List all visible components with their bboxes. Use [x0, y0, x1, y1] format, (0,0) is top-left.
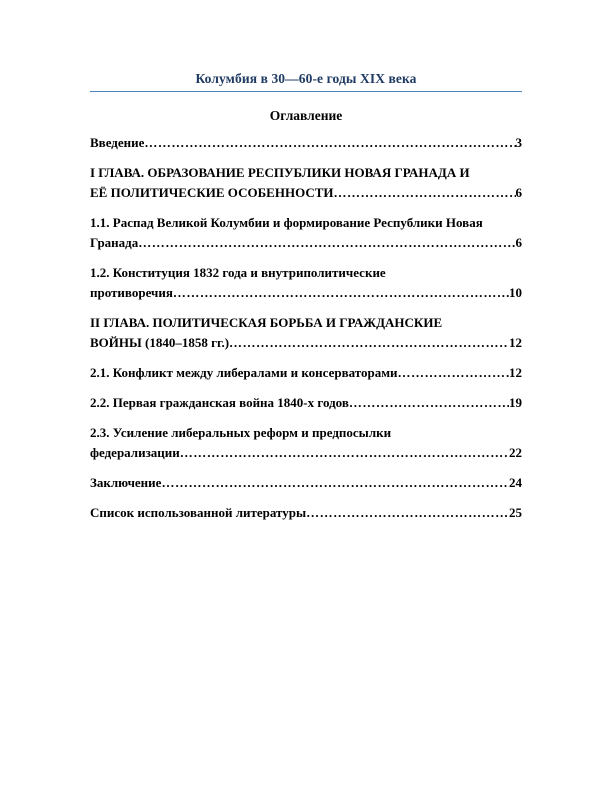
- toc-entry-title-line-1: II ГЛАВА. ПОЛИТИЧЕСКАЯ БОРЬБА И ГРАЖДАНСКИЕ: [90, 315, 443, 330]
- dot-leader: [161, 473, 509, 493]
- toc-entry-section-2-2[interactable]: [90, 393, 522, 413]
- toc-entry-title: 2.1. Конфликт между либералами и консерваторами: [90, 365, 398, 380]
- toc-entry-title-line-2: противоречия: [90, 285, 173, 300]
- toc-entry-section-1-2[interactable]: [90, 263, 522, 303]
- running-title: Колумбия в 30—60-е годы XIX века: [195, 71, 417, 86]
- toc-entry-title: Заключение: [90, 475, 162, 490]
- toc-entry-title-line-1: I ГЛАВА. ОБРАЗОВАНИЕ РЕСПУБЛИКИ НОВАЯ ГРАНАДА И: [90, 165, 470, 180]
- table-of-contents: [90, 133, 522, 533]
- dot-leader: [334, 183, 516, 203]
- toc-entry-page: 12: [509, 365, 522, 380]
- toc-entry-title: 2.2. Первая гражданская война 1840-х годов: [90, 395, 349, 410]
- toc-entry-title-line-2: Гранада: [90, 235, 139, 250]
- toc-entry-title-line-2: ЕЁ ПОЛИТИЧЕСКИЕ ОСОБЕННОСТИ: [90, 185, 334, 200]
- toc-entry-title-line-1: 1.2. Конституция 1832 года и внутриполитические: [90, 265, 386, 280]
- toc-entry-section-1-1[interactable]: [90, 213, 522, 253]
- toc-entry-page: 25: [509, 505, 522, 520]
- toc-entry-page: 19: [509, 395, 522, 410]
- dot-leader: [138, 233, 515, 253]
- toc-entry-bibliography[interactable]: [90, 503, 522, 523]
- dot-leader: [173, 283, 509, 303]
- toc-entry-title: Список использованной литературы: [90, 505, 307, 520]
- toc-entry-page: 6: [515, 185, 522, 200]
- toc-entry-section-2-3[interactable]: [90, 423, 522, 463]
- toc-entry-page: 3: [515, 135, 522, 150]
- toc-entry-page: 22: [509, 445, 522, 460]
- dot-leader: [306, 503, 509, 523]
- toc-entry-chapter-2[interactable]: [90, 313, 522, 353]
- toc-heading: Оглавление: [269, 108, 343, 123]
- toc-entry-introduction[interactable]: [90, 133, 522, 153]
- dot-leader: [144, 133, 515, 153]
- toc-entry-page: 10: [509, 285, 522, 300]
- toc-entry-title: Введение: [90, 135, 145, 150]
- dot-leader: [398, 363, 509, 383]
- toc-entry-section-2-1[interactable]: [90, 363, 522, 383]
- toc-entry-title-line-1: 2.3. Усиление либеральных реформ и предпосылки: [90, 425, 392, 440]
- toc-entry-conclusion[interactable]: [90, 473, 522, 493]
- dot-leader: [349, 393, 509, 413]
- header-divider: [90, 91, 522, 92]
- toc-entry-title-line-1: 1.1. Распад Великой Колумбии и формирование Республики Новая: [90, 215, 483, 230]
- toc-entry-page: 6: [515, 235, 522, 250]
- toc-entry-chapter-1[interactable]: [90, 163, 522, 203]
- toc-entry-page: 24: [509, 475, 522, 490]
- dot-leader: [229, 333, 509, 353]
- toc-entry-title-line-2: федерализации: [90, 445, 180, 460]
- toc-entry-page: 12: [509, 335, 522, 350]
- dot-leader: [180, 443, 509, 463]
- toc-entry-title-line-2: ВОЙНЫ (1840–1858 гг.): [90, 335, 230, 350]
